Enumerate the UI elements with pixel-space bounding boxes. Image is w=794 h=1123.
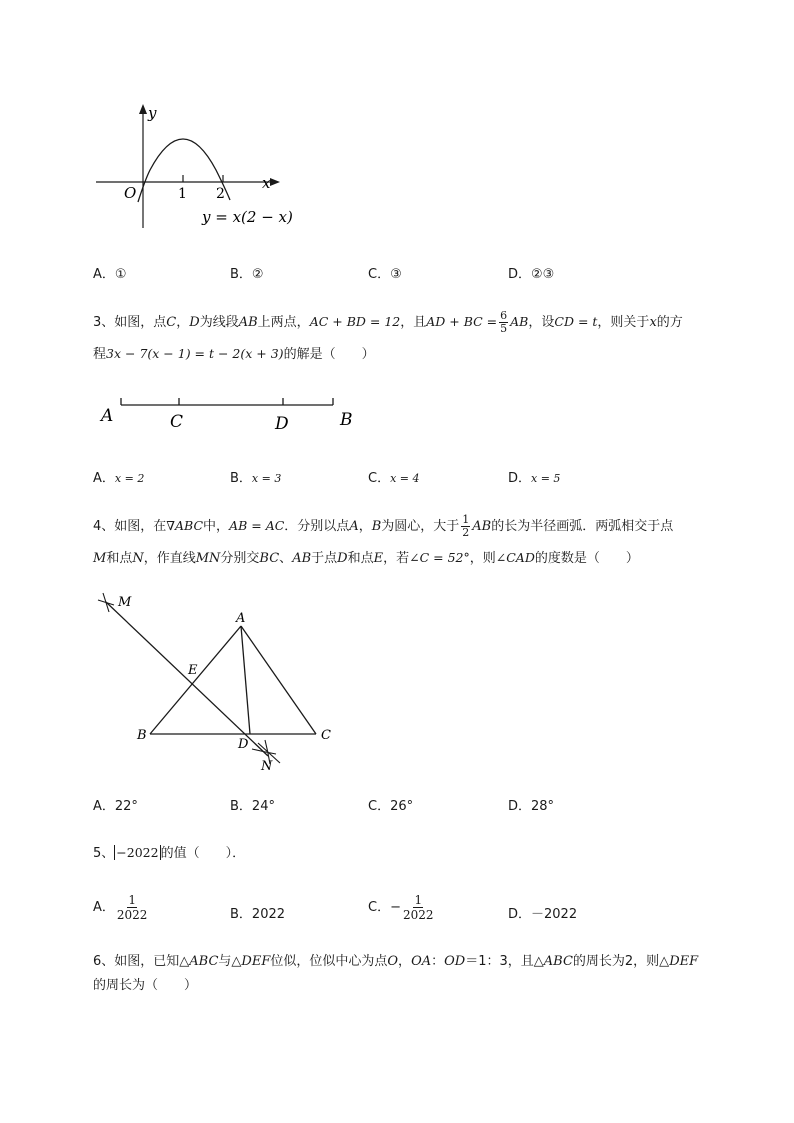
q4-text: ，若	[383, 551, 410, 566]
q4-triangle: ∇ABC	[166, 518, 204, 533]
q6-line2: 的周长为（ ）	[93, 978, 198, 993]
q3-option-c-label: C．	[368, 471, 391, 486]
q3-line2	[93, 344, 375, 365]
q3-frac-numerator: 6	[500, 309, 508, 322]
q3-condition-2: AD + BC =	[426, 314, 498, 329]
q3-option-a-label: A．	[93, 471, 115, 486]
q5-option-a-fraction	[117, 893, 148, 922]
q4-number: 4、	[93, 519, 115, 534]
q4-segment-ab-2: AB	[292, 551, 312, 566]
arc-m	[98, 593, 114, 612]
q3-option-c-value: x = 4	[390, 472, 420, 485]
q4-text: ，	[358, 519, 372, 534]
q4-text: 中，	[203, 519, 230, 534]
q4-text: 的度数是（ ）	[534, 551, 639, 566]
label-c: C	[321, 728, 331, 743]
label-b: B	[340, 410, 353, 430]
q6-triangle-def-2: DEF	[669, 954, 699, 969]
q4-segment-bc: BC	[259, 551, 280, 566]
q5-option-c-label: C．−	[368, 900, 401, 915]
q5-option-c-fraction	[403, 893, 434, 922]
q3-text: 程	[93, 347, 107, 362]
q6-text: 的周长为2，则△	[572, 954, 670, 969]
q6-segment-oa: OA	[411, 954, 432, 969]
y-axis-label: y	[148, 104, 157, 122]
label-m: M	[118, 595, 132, 610]
q3-condition-3: CD = t	[554, 314, 598, 329]
q4-option-d[interactable]: D．28°	[508, 799, 555, 814]
q3-condition-2-tail: AB	[510, 314, 529, 329]
q2-option-c[interactable]: C．③	[368, 267, 402, 282]
q4-text: 、	[279, 551, 293, 566]
tick-2-label: 2	[216, 186, 225, 202]
q4-angle-c: ∠C = 52°	[409, 550, 470, 565]
label-d: D	[238, 737, 249, 752]
label-a: A	[236, 611, 246, 626]
tick-1-label: 1	[178, 186, 187, 202]
q5-number: 5、	[93, 846, 115, 861]
q3-option-d-value: x = 5	[531, 472, 561, 485]
q6-line1	[93, 952, 698, 972]
y-axis-arrow	[139, 104, 147, 114]
q4-text: 的长为半径画弧．两弧相交于点	[491, 519, 674, 534]
q5-option-b[interactable]: B．2022	[230, 907, 286, 922]
q3-text: 的方	[656, 315, 683, 330]
q4-text: 如图，在	[114, 519, 167, 534]
q3-option-b-label: B．	[230, 471, 252, 486]
q3-variable-x: x	[649, 315, 657, 330]
q5-option-a[interactable]	[93, 893, 149, 922]
q4-text: ，作直线	[143, 551, 196, 566]
q4-text: 为圆心，大于	[381, 519, 460, 534]
q3-text: 的解是（ ）	[283, 347, 375, 362]
q4-point-m: M	[93, 551, 107, 566]
q3-option-b-value: x = 3	[251, 472, 282, 485]
q3-point-d: D	[189, 315, 200, 330]
q2-option-b[interactable]: B．②	[230, 267, 264, 282]
q6-triangle-abc: ABC	[189, 954, 219, 969]
q6-point-o: O	[387, 954, 399, 969]
q4-text: ，则	[469, 551, 496, 566]
q3-text: 上两点，	[257, 315, 310, 330]
q4-point-d: D	[337, 551, 348, 566]
q5-option-c[interactable]	[368, 893, 436, 922]
q3-option-c[interactable]	[368, 467, 420, 486]
parabola-graph	[90, 98, 310, 238]
label-d: D	[275, 414, 289, 434]
q4-option-c[interactable]: C．26°	[368, 799, 414, 814]
origin-label: O	[124, 184, 137, 202]
q3-frac-denominator: 5	[500, 322, 508, 335]
q5-a-numerator: 1	[128, 893, 136, 907]
q4-line1	[93, 514, 673, 539]
q4-fraction	[461, 514, 470, 539]
q6-segment-od: OD	[444, 954, 466, 969]
q3-text: 为线段	[199, 315, 239, 330]
q3-option-a-value: x = 2	[114, 472, 145, 485]
q4-angle-cad: ∠CAD	[495, 550, 535, 565]
q4-frac-numerator: 1	[462, 513, 470, 526]
q4-text: 于点	[311, 551, 338, 566]
segment-figure	[95, 388, 365, 438]
q6-triangle-abc-2: ABC	[543, 954, 573, 969]
q4-point-b: B	[371, 519, 382, 534]
q4-text: 和点	[347, 551, 374, 566]
label-e: E	[188, 663, 198, 678]
q5-option-d[interactable]: D．－2022	[508, 907, 578, 922]
q6-text: 位似，位似中心为点	[270, 954, 388, 969]
q2-option-a[interactable]: A．①	[93, 267, 127, 282]
q5-text: 的值（ ）．	[160, 846, 246, 861]
x-axis-label: x	[262, 174, 271, 192]
segment-ad	[241, 626, 250, 734]
q3-condition-1: AC + BD = 12	[309, 314, 401, 329]
side-ac	[241, 626, 316, 734]
q3-equation: 3x − 7(x − 1) = t − 2(x + 3)	[106, 346, 284, 361]
q6-text: 6、如图，已知△	[93, 954, 190, 969]
q4-point-a: A	[349, 519, 359, 534]
q6-text: ＝1：3，且△	[465, 954, 544, 969]
label-n: N	[261, 759, 273, 774]
q4-text: 和点	[106, 551, 133, 566]
label-c: C	[170, 412, 184, 432]
q4-line2	[93, 548, 639, 569]
q5-absolute-value: −2022	[116, 845, 159, 860]
q4-line-mn: MN	[195, 551, 221, 566]
q4-option-a[interactable]: A．22°	[93, 799, 138, 814]
q3-text: ，且	[400, 315, 427, 330]
q6-text: 与△	[218, 954, 242, 969]
q3-text: 如图，点	[114, 315, 167, 330]
q5-c-numerator: 1	[414, 893, 423, 907]
q3-text: ，	[176, 315, 190, 330]
label-b: B	[137, 728, 147, 743]
q5-a-denominator: 2022	[116, 908, 148, 922]
q3-number: 3、	[93, 315, 115, 330]
q3-segment-ab: AB	[238, 315, 258, 330]
q3-text: ，设	[528, 315, 555, 330]
q5-line	[93, 843, 245, 864]
q3-line1	[93, 310, 753, 335]
function-label: y = x(2 − x)	[202, 208, 293, 226]
q4-text: ．分别以点	[284, 519, 350, 534]
q4-segment-ab: AB	[472, 519, 492, 534]
q4-frac-denominator: 2	[462, 526, 470, 539]
q4-point-e: E	[373, 551, 384, 566]
q4-text: 分别交	[220, 551, 260, 566]
q3-point-c: C	[166, 315, 177, 330]
q4-point-n: N	[132, 551, 144, 566]
q6-triangle-def: DEF	[241, 954, 271, 969]
q5-c-denominator: 2022	[402, 908, 434, 922]
q4-option-b[interactable]: B．24°	[230, 799, 275, 814]
q6-text: ：	[431, 954, 445, 969]
q2-option-d[interactable]: D．②③	[508, 267, 555, 282]
q3-option-a[interactable]	[93, 467, 144, 486]
q6-text: ，	[398, 954, 412, 969]
triangle-figure	[92, 588, 352, 778]
q3-fraction	[499, 310, 508, 335]
q3-text: ，则关于	[597, 315, 650, 330]
q3-option-d-label: D．	[508, 471, 532, 486]
q3-option-b[interactable]	[230, 467, 281, 486]
q3-option-d[interactable]	[508, 467, 560, 486]
q4-condition: AB = AC	[229, 518, 285, 533]
q5-option-a-label: A．	[93, 900, 115, 915]
label-a: A	[101, 406, 114, 426]
x-axis-arrow	[270, 178, 280, 186]
